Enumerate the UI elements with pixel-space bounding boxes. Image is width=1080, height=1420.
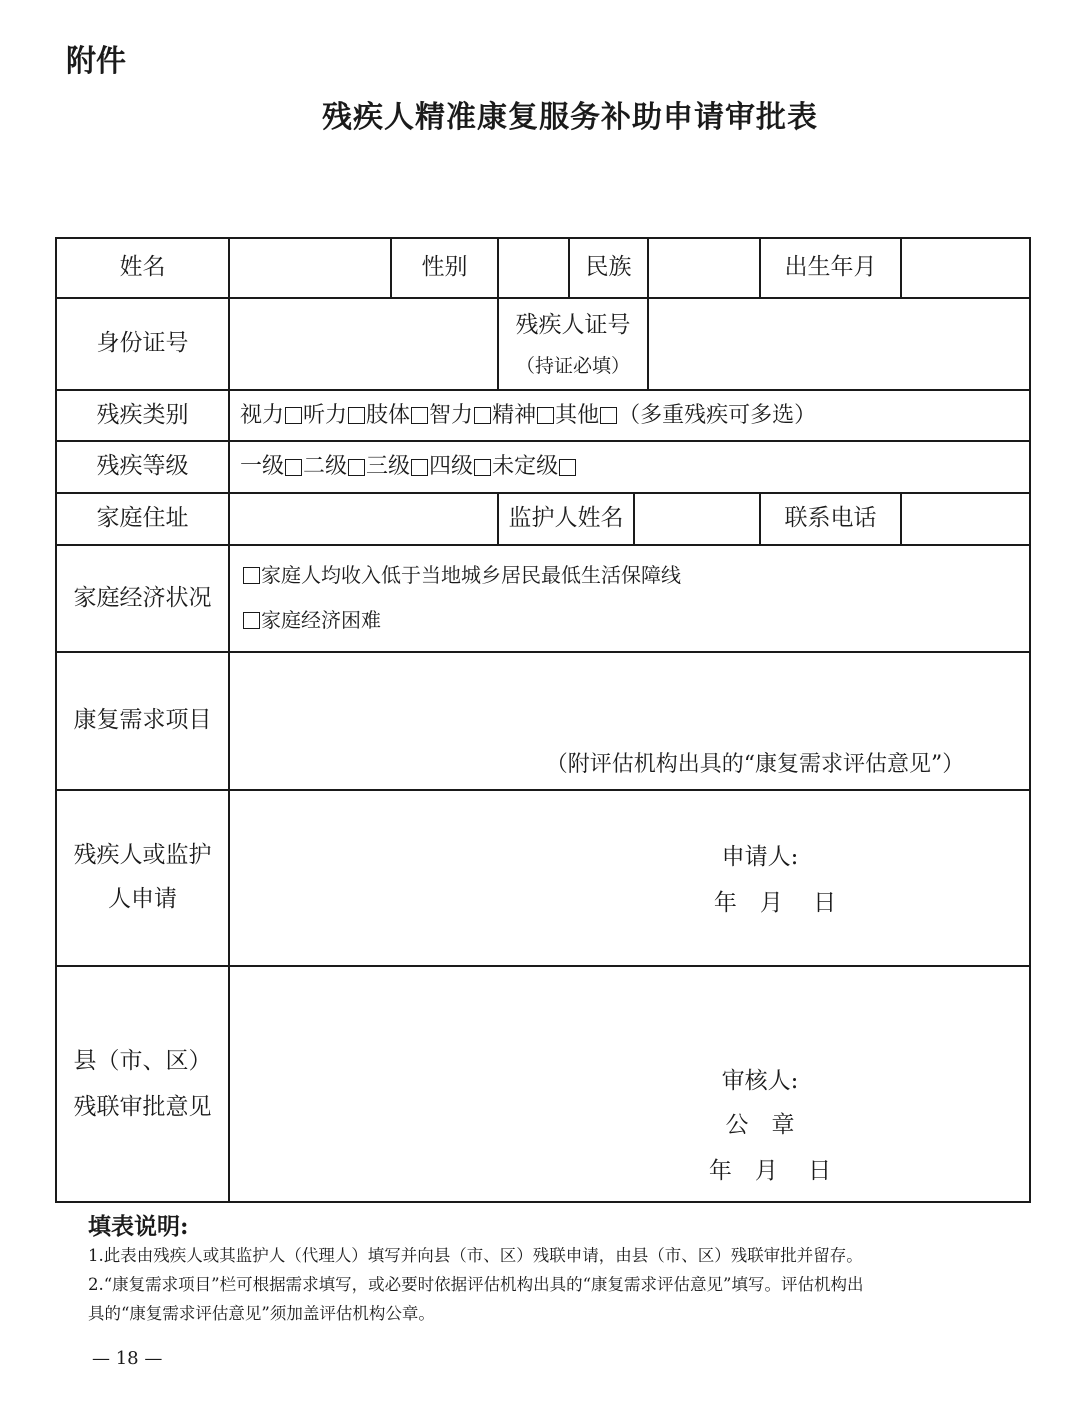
review-label-line1: 县（市、区） <box>73 1048 212 1074</box>
category-checkbox[interactable] <box>348 407 365 424</box>
category-label: 残疾类别 <box>96 401 189 428</box>
grade-option: 一级 <box>240 454 285 480</box>
name-label: 姓名 <box>119 254 166 281</box>
disability-cert-note: （持证必填） <box>515 354 630 377</box>
grade-option: 未定级 <box>492 454 559 480</box>
page-number: — 18 — <box>92 1348 163 1369</box>
grade-option: 四级 <box>429 454 474 480</box>
category-note: （多重残疾可多选） <box>618 402 817 428</box>
instruction-item: 具的“康复需求评估意见”须加盖评估机构公章。 <box>88 1304 435 1323</box>
attachment-label: 附件 <box>66 44 126 79</box>
guardian-name-label: 监护人姓名 <box>508 505 624 532</box>
grade-checkbox[interactable] <box>559 459 576 476</box>
name-field[interactable] <box>230 239 390 297</box>
applicant-label-line2: 人申请 <box>108 886 177 912</box>
category-option: 精神 <box>492 402 537 428</box>
birth-date-label: 出生年月 <box>784 254 877 281</box>
reviewer-signature-label: 审核人: <box>721 1068 799 1095</box>
id-number-label: 身份证号 <box>96 330 189 357</box>
grade-checkbox[interactable] <box>411 459 428 476</box>
instruction-item: 1.此表由残疾人或其监护人（代理人）填写并向县（市、区）残联申请，由县（市、区）残联审批并留存。 <box>88 1246 863 1265</box>
phone-label: 联系电话 <box>784 505 877 532</box>
category-option: 其他 <box>555 402 600 428</box>
official-seal-label: 公 章 <box>725 1112 795 1139</box>
form-instructions <box>88 1208 988 1328</box>
review-opinion-field[interactable] <box>230 967 1029 1201</box>
category-option: 听力 <box>303 402 348 428</box>
grade-options <box>240 442 1020 492</box>
economic-option-row <box>242 555 1022 595</box>
grade-checkbox[interactable] <box>285 459 302 476</box>
rehab-needs-note: （附评估机构出具的“康复需求评估意见”） <box>545 752 965 778</box>
instruction-item: 2.“康复需求项目”栏可根据需求填写，或必要时依据评估机构出具的“康复需求评估意见”填写。评估机构出 <box>88 1275 864 1294</box>
phone-field[interactable] <box>902 494 1029 544</box>
review-label-cell <box>57 967 228 1201</box>
economic-option: 家庭经济困难 <box>261 608 381 632</box>
economic-option-row <box>242 600 1022 640</box>
category-checkbox[interactable] <box>537 407 554 424</box>
economic-status-label: 家庭经济状况 <box>73 584 212 611</box>
category-checkbox[interactable] <box>285 407 302 424</box>
applicant-label-line1: 残疾人或监护 <box>73 842 212 869</box>
review-date: 年 月 日 <box>708 1158 832 1185</box>
form-title: 残疾人精准康复服务补助申请审批表 <box>322 100 818 135</box>
application-field[interactable] <box>230 791 1029 965</box>
economic-checkbox[interactable] <box>243 612 260 629</box>
grade-checkbox[interactable] <box>474 459 491 476</box>
birth-date-field[interactable] <box>902 239 1029 297</box>
category-checkbox[interactable] <box>411 407 428 424</box>
address-label: 家庭住址 <box>96 505 189 532</box>
address-field[interactable] <box>230 494 497 544</box>
category-checkbox[interactable] <box>474 407 491 424</box>
table-rule <box>1029 237 1031 1203</box>
grade-option: 三级 <box>366 454 411 480</box>
review-label-line2: 残联审批意见 <box>73 1094 212 1120</box>
guardian-name-field[interactable] <box>635 494 759 544</box>
rehab-needs-label: 康复需求项目 <box>73 707 212 734</box>
gender-label: 性别 <box>421 254 468 281</box>
grade-option: 二级 <box>303 454 348 480</box>
economic-option: 家庭人均收入低于当地城乡居民最低生活保障线 <box>261 563 681 587</box>
category-option: 视力 <box>240 402 285 428</box>
applicant-label-cell <box>57 791 228 965</box>
ethnicity-label: 民族 <box>585 254 632 281</box>
economic-checkbox[interactable] <box>243 567 260 584</box>
instructions-title: 填表说明: <box>88 1213 189 1240</box>
category-option: 智力 <box>429 402 474 428</box>
application-date: 年 月 日 <box>713 890 837 917</box>
category-option: 肢体 <box>366 402 411 428</box>
grade-checkbox[interactable] <box>348 459 365 476</box>
disability-cert-label: 残疾人证号 <box>515 312 631 339</box>
applicant-signature-label: 申请人: <box>721 844 799 871</box>
category-checkbox[interactable] <box>600 407 617 424</box>
disability-cert-label-cell <box>499 299 647 389</box>
category-options <box>240 391 1020 440</box>
gender-field[interactable] <box>499 239 568 297</box>
table-rule <box>55 1201 1031 1203</box>
id-number-field[interactable] <box>230 299 497 389</box>
grade-label: 残疾等级 <box>96 453 189 480</box>
ethnicity-field[interactable] <box>649 239 759 297</box>
application-form-table <box>55 237 1031 1203</box>
disability-cert-field[interactable] <box>649 299 1029 389</box>
